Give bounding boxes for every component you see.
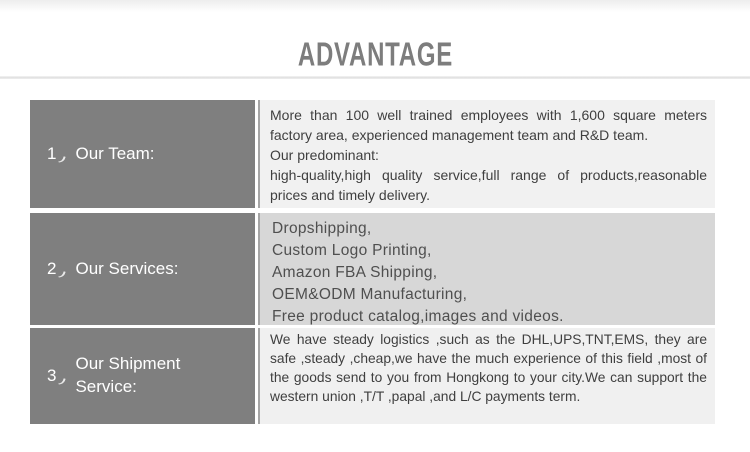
row-shipment-number: 3 (47, 365, 57, 385)
team-paragraph: More than 100 well trained employees with 1,600 square meters factory area, experienced management team and R&D team. (270, 107, 707, 143)
team-paragraph: high-quality,high quality service,full range of products,reasonable prices and timely delivery. (270, 167, 707, 203)
row-team-label (30, 100, 255, 208)
row-services-number: 2 (47, 258, 57, 278)
page-title: ADVANTAGE (297, 35, 453, 73)
service-item: OEM&ODM Manufacturing, (272, 286, 468, 303)
row-shipment-label (30, 328, 255, 424)
top-gradient-strip (0, 0, 750, 12)
row-services-label (30, 213, 255, 325)
ideographic-comma-icon (59, 155, 66, 163)
row-team-label-text: Our Team: (75, 143, 155, 163)
section-header (0, 36, 750, 73)
title-divider (0, 76, 750, 79)
row-team-number: 1 (47, 143, 57, 163)
row-team-content (258, 100, 715, 208)
shipment-paragraph: We have steady logistics ,such as the DHL,UPS,TNT,EMS, they are safe ,steady ,cheap,we have the much experience of this field ,most of the goods send to you from Hongkong to your city.We can support the western union ,T/T ,papal ,and L/C payments term. (270, 332, 707, 404)
ideographic-comma-icon (59, 377, 66, 385)
service-item: Custom Logo Printing, (272, 242, 432, 259)
service-item: Amazon FBA Shipping, (272, 264, 438, 281)
ideographic-comma-icon (59, 270, 66, 278)
row-services-content (258, 213, 715, 325)
service-item: Free product catalog,images and videos. (272, 308, 564, 325)
team-paragraph: Our predominant: (270, 147, 379, 163)
row-shipment-label-text: Our Shipment Service: (75, 354, 181, 396)
row-services-label-text: Our Services: (75, 258, 179, 278)
service-item: Dropshipping, (272, 220, 372, 237)
row-shipment-content (258, 328, 715, 424)
